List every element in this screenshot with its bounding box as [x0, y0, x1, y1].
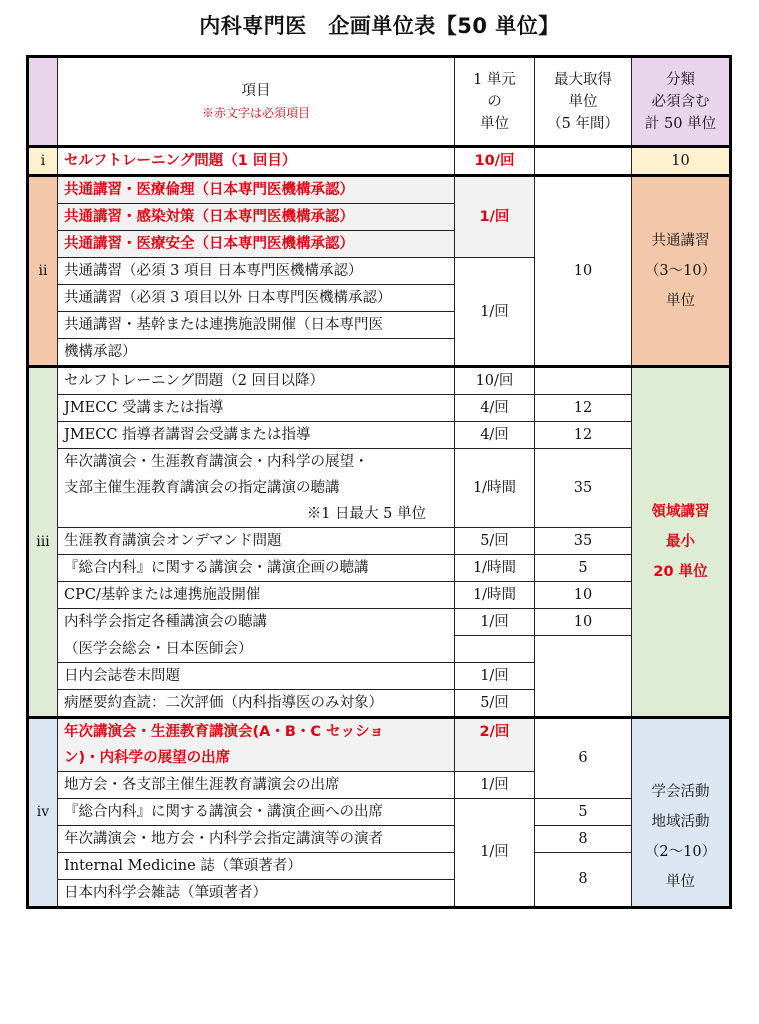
section-ii-item: 共通講習・基幹または連携施設開催（日本専門医	[58, 312, 455, 339]
section-iii-max	[535, 367, 632, 395]
section-iii-category-line: 領域講習	[651, 503, 710, 520]
section-iv-required-item: 年次講演会・生涯教育講演会(A・B・C セッショ	[58, 717, 455, 745]
section-iv-numeral: ⅳ	[28, 717, 58, 907]
header-item-cell	[58, 57, 455, 147]
section-iii-category	[632, 367, 731, 718]
section-iv-row	[28, 825, 731, 852]
section-ii-category-line: 単位	[666, 293, 695, 309]
header-max-line: 最大取得	[554, 71, 612, 88]
section-iii-max: 12	[535, 422, 632, 449]
section-iii-max: 12	[535, 395, 632, 422]
section-iv-item: 『総合内科』に関する講演会・講演企画への出席	[58, 798, 455, 825]
section-ii-category	[632, 176, 731, 367]
section-ii-required-item: 共通講習・医療安全（日本専門医機構承認）	[58, 231, 455, 258]
section-iv-category-spacer	[634, 727, 727, 777]
section-iii-item: 内科学会指定各種講演会の聴講	[58, 609, 455, 636]
section-iv-row	[28, 798, 731, 825]
section-iv-required-item: ン)・内科学の展望の出席	[58, 745, 455, 772]
header-category-line: 必須含む	[651, 93, 710, 110]
header-max-cell	[535, 57, 632, 147]
section-iv-required-unit: 2/回	[455, 717, 535, 771]
section-iv-row	[28, 852, 731, 879]
section-iii-unit: 5/回	[455, 689, 535, 717]
section-ii-max: 10	[535, 176, 632, 367]
section-iii-row	[28, 555, 731, 582]
section-iii-unit: 1/時間	[455, 555, 535, 582]
header-unit-line: の	[487, 93, 502, 110]
section-iii-item: CPC/基幹または連携施設開催	[58, 582, 455, 609]
section-ii-required-item: 共通講習・医療倫理（日本専門医機構承認）	[58, 176, 455, 204]
section-iii-row	[28, 449, 731, 476]
section-iii-item: 支部主催生涯教育講演会の指定講演の聴講	[58, 475, 455, 501]
section-iii-row	[28, 636, 731, 663]
header-unit-cell	[455, 57, 535, 147]
section-ii-item: 共通講習（必須 3 項目 日本専門医機構承認）	[58, 258, 455, 285]
section-iii-max: 10	[535, 609, 632, 636]
unit-table	[26, 55, 732, 909]
section-iv-item: Internal Medicine 誌（筆頭著者）	[58, 852, 455, 879]
section-iii-unit: 10/回	[455, 367, 535, 395]
header-max-line: （5 年間）	[547, 115, 619, 132]
section-i-unit: 10/回	[455, 147, 535, 176]
header-item: 項目	[241, 82, 271, 99]
section-iii-item: JMECC 受講または指導	[58, 395, 455, 422]
section-i-category: 10	[632, 147, 731, 176]
section-ii-required-unit: 1/回	[455, 176, 535, 258]
section-iii-max-empty	[535, 636, 632, 718]
section-iii-item: 日内会誌巻末問題	[58, 662, 455, 689]
header-unit-line: 1 単元	[473, 71, 516, 88]
section-ii-category-line: 共通講習	[651, 233, 710, 249]
section-iii-max: 35	[535, 528, 632, 555]
section-ii-item: 共通講習（必須 3 項目以外 日本専門医機構承認）	[58, 285, 455, 312]
section-iii-unit: 4/回	[455, 422, 535, 449]
section-iii-max: 35	[535, 449, 632, 528]
section-iv-category-line: 地域活動	[651, 814, 710, 830]
section-iv-max: 8	[535, 825, 632, 852]
section-iii-row	[28, 422, 731, 449]
section-iii-row	[28, 367, 731, 395]
section-iii-max: 10	[535, 582, 632, 609]
section-iv-category-line: 単位	[666, 874, 695, 890]
section-iii-row	[28, 395, 731, 422]
section-ii-numeral: ⅱ	[28, 176, 58, 367]
header-category-line: 分類	[666, 71, 695, 88]
section-iv-max: 5	[535, 798, 632, 825]
header-category-line: 計 50 単位	[644, 115, 717, 132]
section-iv-item: 年次講演会・地方会・内科学会指定講演等の演者	[58, 825, 455, 852]
section-iii-row	[28, 528, 731, 555]
header-row	[28, 57, 731, 147]
section-iii-item: JMECC 指導者講習会受講または指導	[58, 422, 455, 449]
section-iii-unit: 1/時間	[455, 449, 535, 528]
section-iii-category-line: 20 単位	[653, 563, 708, 580]
section-iii-item: 年次講演会・生涯教育講演会・内科学の展望・	[58, 449, 455, 476]
section-iii-unit: 4/回	[455, 395, 535, 422]
section-iii-note: ※1 日最大 5 単位	[58, 501, 455, 528]
section-ii-unit: 1/回	[455, 258, 535, 367]
header-note: ※赤文字は必須項目	[201, 105, 310, 120]
section-ii-category-line: （3～10）	[644, 263, 717, 279]
section-iv-unit: 1/回	[455, 771, 535, 798]
header-category-cell	[632, 57, 731, 147]
section-iii-unit-empty	[455, 636, 535, 663]
section-iii-item: 病歴要約査読：二次評価（内科指導医のみ対象）	[58, 689, 455, 717]
section-iii-unit: 1/回	[455, 662, 535, 689]
section-iii-row	[28, 582, 731, 609]
section-ii-row	[28, 176, 731, 204]
section-iv-unit: 1/回	[455, 798, 535, 907]
section-iii-unit: 1/時間	[455, 582, 535, 609]
section-iii-numeral: ⅲ	[28, 367, 58, 718]
section-iv-category	[632, 717, 731, 907]
section-ii-item: 機構承認）	[58, 339, 455, 367]
section-i-row	[28, 147, 731, 176]
section-iii-item: 『総合内科』に関する講演会・講演企画の聴講	[58, 555, 455, 582]
section-iv-row	[28, 717, 731, 745]
header-unit-line: 単位	[480, 115, 509, 132]
section-iv-item: 地方会・各支部主催生涯教育講演会の出席	[58, 771, 455, 798]
section-i-max	[535, 147, 632, 176]
section-iii-item: （医学会総会・日本医師会）	[58, 636, 455, 663]
section-iv-max: 6	[535, 717, 632, 798]
section-i-item: セルフトレーニング問題（1 回目）	[58, 147, 455, 176]
section-iii-item: 生涯教育講演会オンデマンド問題	[58, 528, 455, 555]
section-iii-unit: 5/回	[455, 528, 535, 555]
section-iv-max: 8	[535, 852, 632, 907]
header-max-line: 単位	[568, 93, 598, 110]
section-iii-max: 5	[535, 555, 632, 582]
section-iii-row	[28, 609, 731, 636]
section-iii-category-line: 最小	[666, 533, 695, 550]
section-iv-category-line: 学会活動	[651, 784, 710, 800]
page-title: 内科専門医 企画単位表【50 単位】	[199, 14, 560, 38]
section-i-numeral: ⅰ	[28, 147, 58, 176]
section-iii-unit: 1/回	[455, 609, 535, 636]
header-numeral-cell	[28, 57, 58, 147]
section-iv-item: 日本内科学会雑誌（筆頭著者）	[58, 879, 455, 907]
section-iii-item: セルフトレーニング問題（2 回目以降）	[58, 367, 455, 395]
section-ii-required-item: 共通講習・感染対策（日本専門医機構承認）	[58, 204, 455, 231]
section-iv-category-line: （2～10）	[644, 844, 717, 860]
